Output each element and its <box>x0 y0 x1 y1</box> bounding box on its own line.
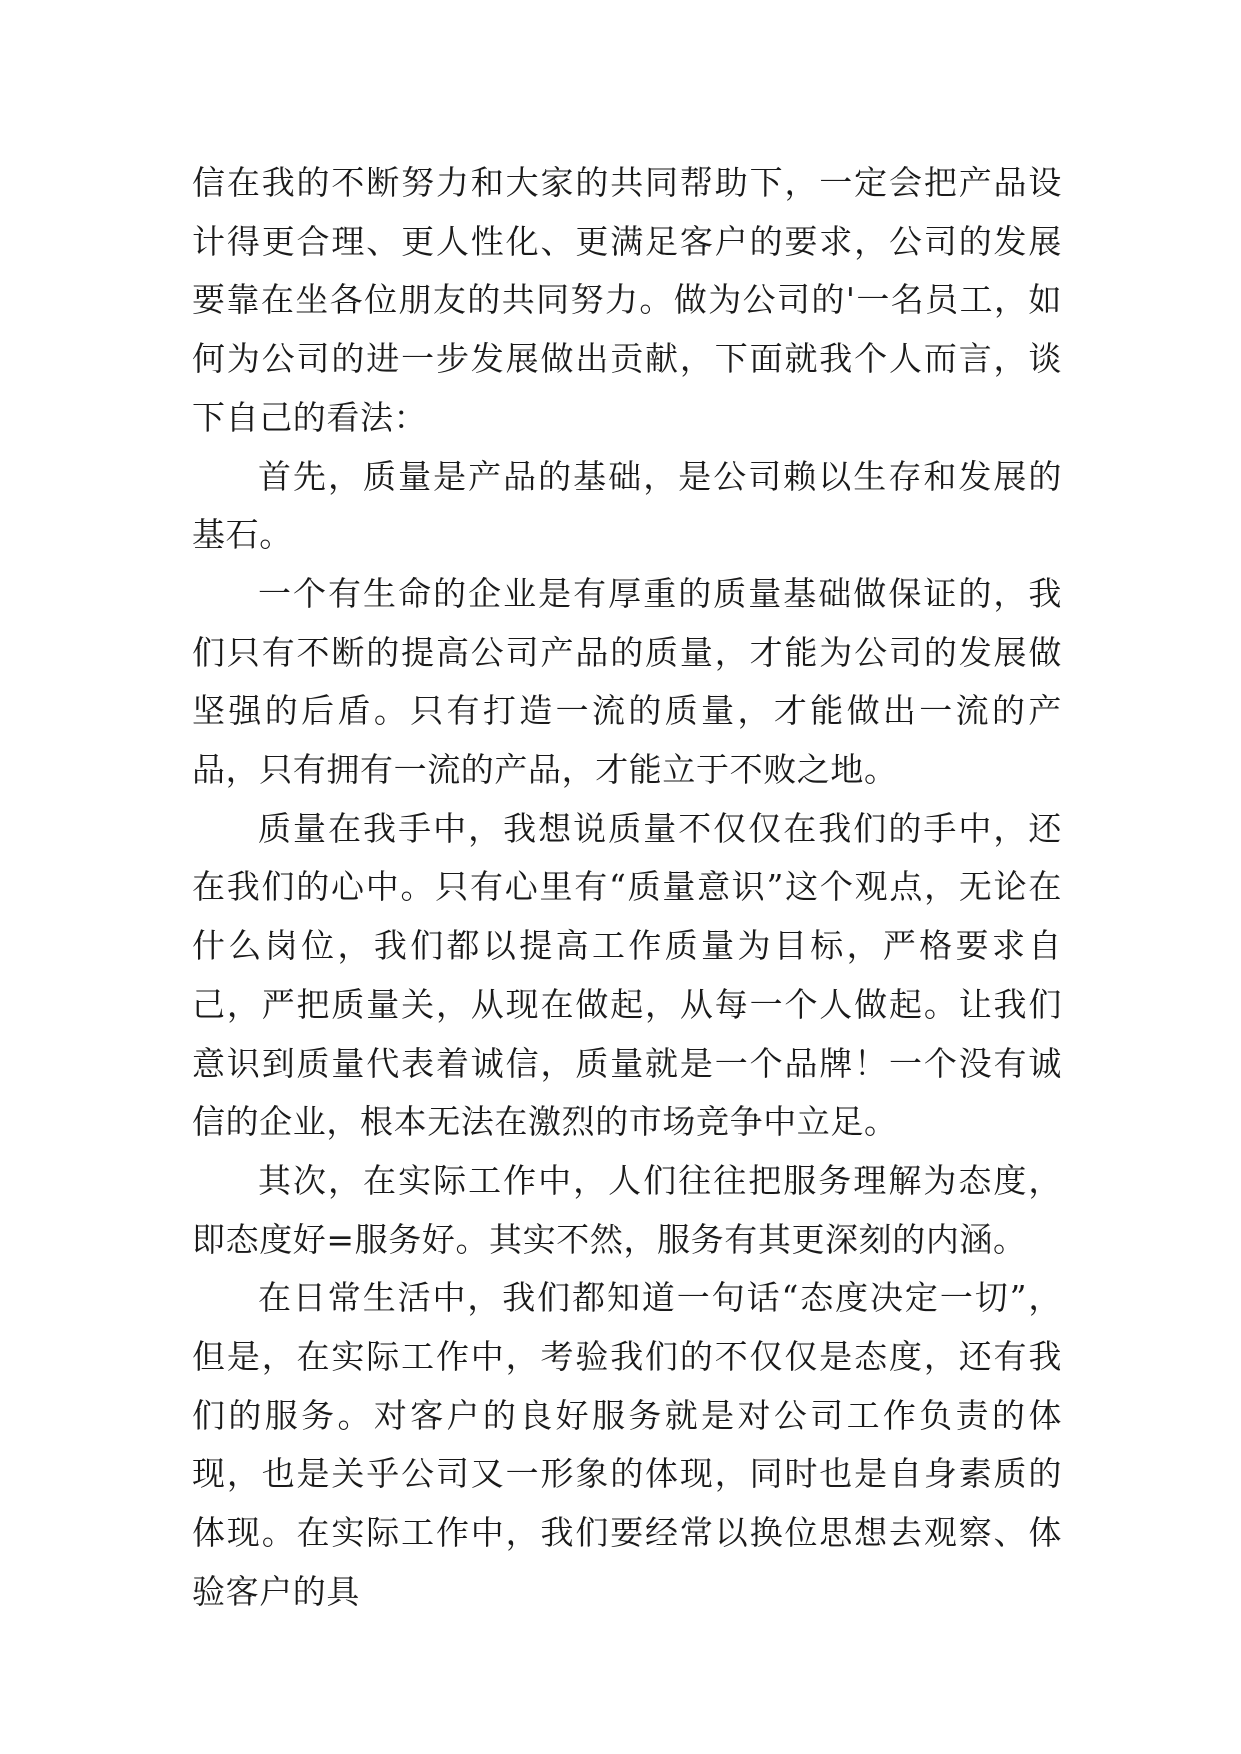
paragraph-3: 一个有生命的企业是有厚重的质量基础做保证的，我们只有不断的提高公司产品的质量，才能为公司的发展做坚强的后盾。只有打造一流的质量，才能做出一流的产品，只有拥有一流的产品，才能立于不败之地。 <box>192 573 1062 790</box>
paragraph-6: 在日常生活中，我们都知道一句话“态度决定一切”，但是，在实际工作中，考验我们的不仅仅是态度，还有我们的服务。对客户的良好服务就是对公司工作负责的体现，也是关乎公司又一形象的体现，同时也是自身素质的体现。在实际工作中，我们要经常以换位思想去观察、体验客户的具 <box>192 1278 1062 1611</box>
document-body <box>192 154 1062 1622</box>
paragraph-5: 其次，在实际工作中，人们往往把服务理解为态度，即态度好=服务好。其实不然，服务有其更深刻的内涵。 <box>192 1160 1062 1259</box>
paragraph-1: 信在我的不断努力和大家的共同帮助下，一定会把产品设计得更合理、更人性化、更满足客户的要求，公司的发展要靠在坐各位朋友的共同努力。做为公司的'一名员工，如何为公司的进一步发展做出贡献，下面就我个人而言，谈下自己的看法： <box>192 163 1062 437</box>
paragraph-2: 首先，质量是产品的基础，是公司赖以生存和发展的基石。 <box>192 456 1062 555</box>
paragraph-4: 质量在我手中，我想说质量不仅仅在我们的手中，还在我们的心中。只有心里有“质量意识”这个观点，无论在什么岗位，我们都以提高工作质量为目标，严格要求自己，严把质量关，从现在做起，从每一个人做起。让我们意识到质量代表着诚信，质量就是一个品牌！一个没有诚信的企业，根本无法在激烈的市场竞争中立足。 <box>192 808 1062 1142</box>
